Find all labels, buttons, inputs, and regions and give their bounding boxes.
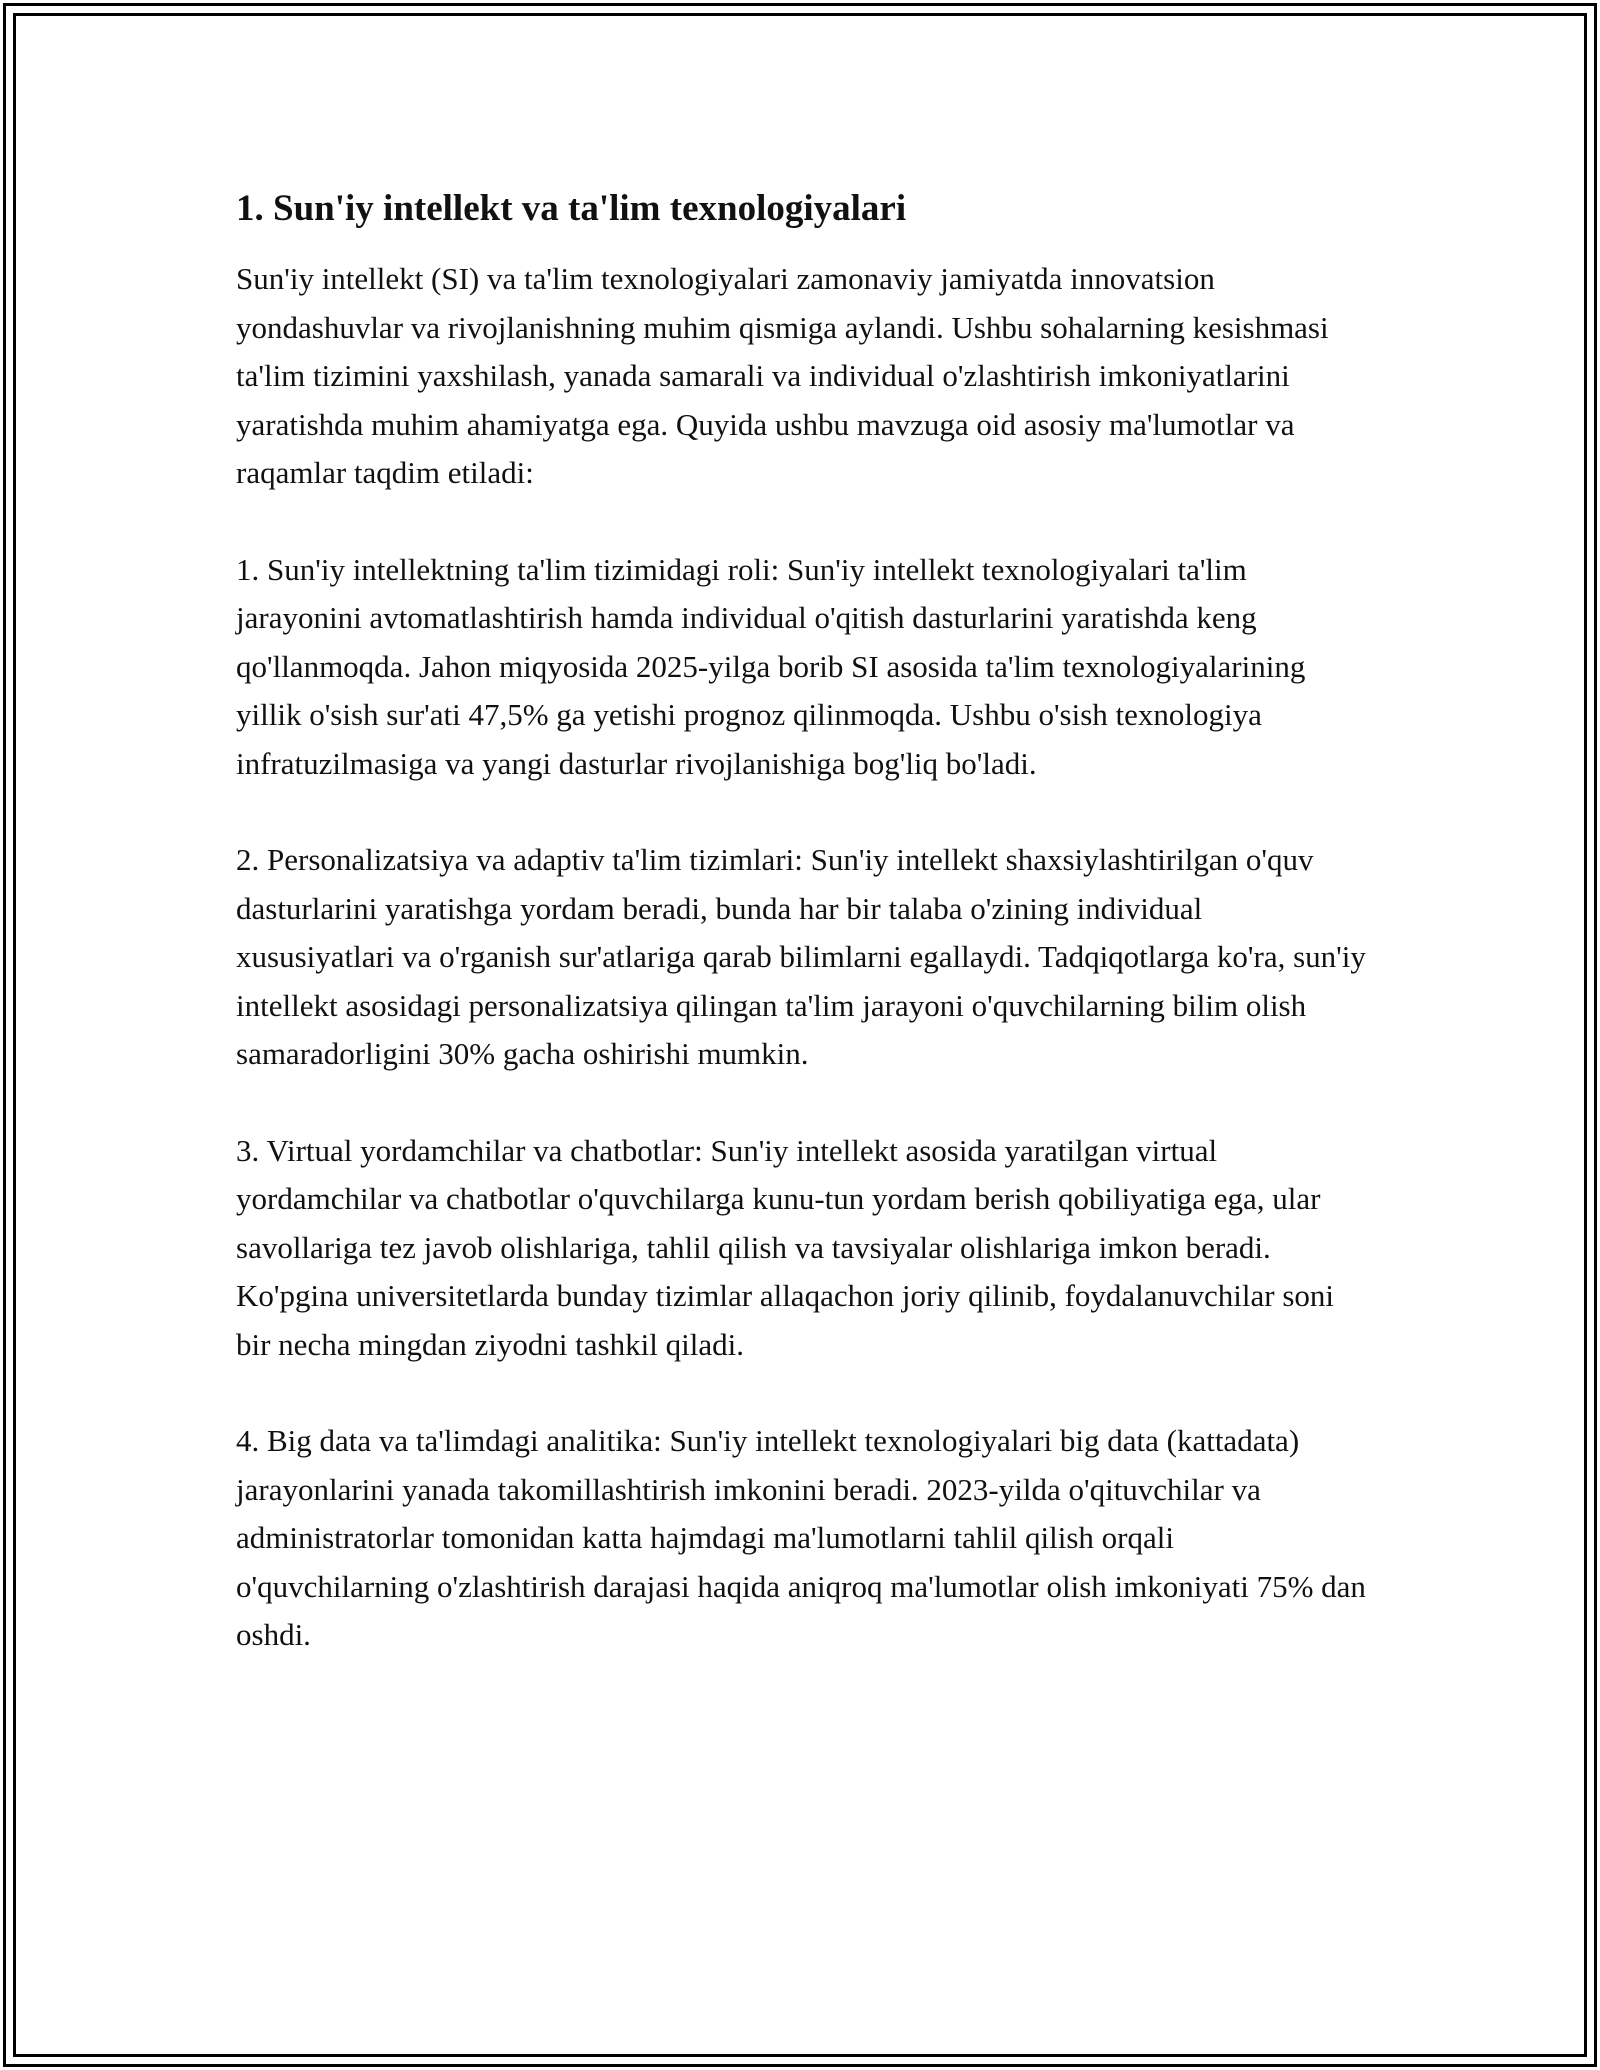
paragraph-virtual-assistants: 3. Virtual yordamchilar va chatbotlar: Sun'iy intellekt asosida yaratilgan virtual yordamchilar va chatbotlar o'quvchilarga kunu-tun yordam berish qobiliyatiga ega, ular savollariga tez javob olishlariga, tahlil qilish va tavsiyalar olishlariga imkon beradi. Ko'pgina universitetlarda bunday tizimlar allaqachon joriy qilinib, foydalanuvchilar soni bir necha mingdan ziyodni tashkil qiladi. xyxy=(236,1132,1335,1362)
paragraph-big-data: 4. Big data va ta'limdagi analitika: Sun'iy intellekt texnologiyalari big data (kattadata) jarayonlarini yanada takomillashtirish imkonini beradi. 2023-yilda o'qituvchilar va administratorlar tomonidan katta hajmdagi ma'lumotlarni tahlil qilish orqali o'quvchilarning o'zlashtirish darajasi haqida aniqroq ma'lumotlar olish imkoniyati 75% dan oshdi. xyxy=(236,1423,1366,1652)
intro-paragraph: Sun'iy intellekt (SI) va ta'lim texnologiyalari zamonaviy jamiyatda innovatsion yondashuvlar va rivojlanishning muhim qismiga aylandi. Ushbu sohalarning kesishmasi ta'lim tizimini yaxshilash, yanada samarali va individual o'zlashtirish imkoniyatlarini yaratishda muhim ahamiyatga ega. Quyida ushbu mavzuga oid asosiy ma'lumotlar va raqamlar taqdim etiladi: xyxy=(236,261,1329,490)
document-body xyxy=(236,185,1366,1708)
paragraph-ai-role: 1. Sun'iy intellektning ta'lim tizimidagi roli: Sun'iy intellekt texnologiyalari ta'lim jarayonini avtomatlashtirish hamda individual o'qitish dasturlarini yaratishda keng qo'llanmoqda. Jahon miqyosida 2025-yilga borib SI asosida ta'lim texnologiyalarining yillik o'sish sur'ati 47,5% ga yetishi prognoz qilinmoqda. Ushbu o'sish texnologiya infratuzilmasiga va yangi dasturlar rivojlanishiga bog'liq bo'ladi. xyxy=(236,551,1306,781)
document-title: 1. Sun'iy intellekt va ta'lim texnologiyalari xyxy=(236,188,907,229)
paragraph-personalization: 2. Personalizatsiya va adaptiv ta'lim tizimlari: Sun'iy intellekt shaxsiylashtirilgan o'quv dasturlarini yaratishga yordam beradi, bunda har bir talaba o'zining individual xususiyatlari va o'rganish sur'atlariga qarab bilimlarni egallaydi. Tadqiqotlarga ko'ra, sun'iy intellekt asosidagi personalizatsiya qilingan ta'lim jarayoni o'quvchilarning bilim olish samaradorligini 30% gacha oshirishi mumkin. xyxy=(236,842,1366,1071)
